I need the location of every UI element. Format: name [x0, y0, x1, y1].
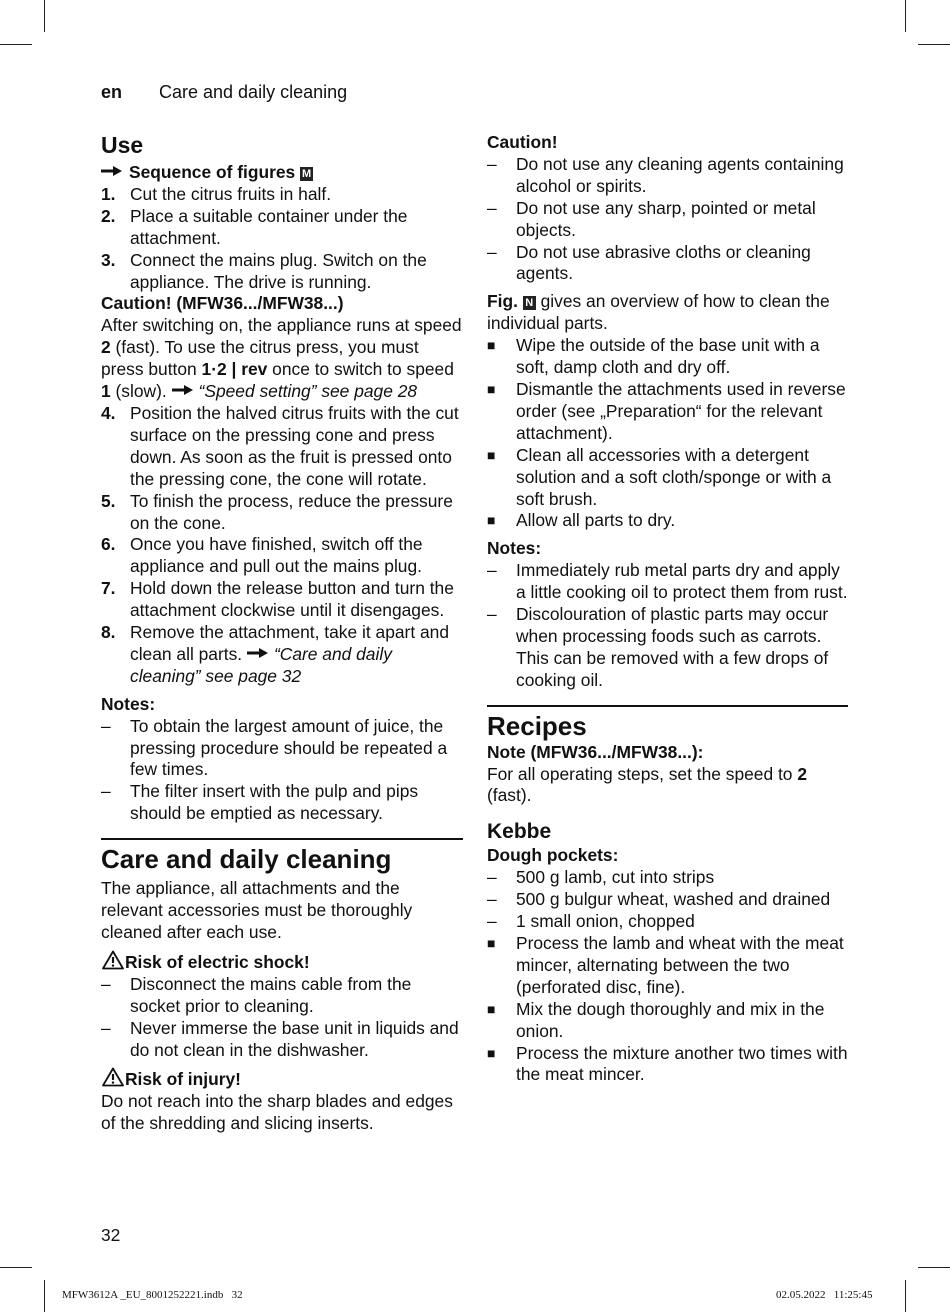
list-number: 5. — [101, 490, 116, 511]
list-number: 4. — [101, 402, 116, 423]
list-text: Cut the citrus fruits in half. — [130, 183, 332, 204]
kebbe-heading: Kebbe — [487, 820, 552, 844]
list-item — [487, 911, 848, 933]
list-item — [487, 889, 848, 911]
list-text: Do not use any sharp, pointed or metal objects. — [516, 197, 816, 240]
list-marker: – — [101, 973, 111, 994]
list-number: 1. — [101, 183, 116, 204]
list-text: To obtain the largest amount of juice, the pressing procedure should be repeated a few times. — [130, 715, 448, 780]
list-item — [101, 206, 463, 250]
arrow-right-icon — [247, 647, 269, 659]
list-marker: ■ — [487, 935, 496, 951]
crop-mark — [918, 44, 950, 45]
caution-title: Caution! — [487, 132, 558, 152]
cleaning-steps-list — [487, 335, 848, 532]
list-text: Allow all parts to dry. — [516, 510, 676, 531]
list-marker: – — [487, 604, 497, 625]
speed-button-label: 1·2 | rev — [201, 359, 268, 380]
list-item: 8. Remove the attachment, take it apart and clean all parts. “Care and daily cleaning” see page 32 — [101, 622, 450, 686]
list-marker: – — [101, 715, 111, 736]
list-text: Do not use abrasive cloths or cleaning agents. — [516, 241, 811, 284]
header-title: Care and daily cleaning — [159, 82, 348, 102]
list-item — [487, 999, 848, 1043]
dough-title: Dough pockets: — [487, 845, 619, 866]
list-item — [101, 534, 463, 578]
recipes-heading: Recipes — [487, 710, 587, 741]
list-item — [487, 560, 848, 604]
sequence-label: Sequence of figures — [129, 162, 296, 182]
list-text: 1 small onion, chopped — [516, 911, 695, 932]
crop-mark — [905, 0, 906, 32]
list-text: The filter insert with the pulp and pips should be emptied as necessary. — [130, 781, 419, 824]
care-heading: Care and daily cleaning — [101, 844, 392, 875]
sequence-line — [101, 162, 463, 184]
list-marker: – — [487, 911, 497, 932]
left-column — [101, 130, 463, 1135]
caution-title: Caution! (MFW36.../MFW38...) — [101, 293, 344, 314]
list-marker: – — [487, 197, 497, 218]
warning-icon — [101, 950, 125, 970]
list-text: Clean all accessories with a detergent solution and a soft cloth/sponge or with a soft brush. — [516, 444, 832, 509]
language-code: en — [101, 82, 123, 102]
cross-reference: “Speed setting” see page 28 — [198, 381, 418, 402]
list-text: 500 g lamb, cut into strips — [516, 867, 715, 888]
notes-list — [487, 560, 848, 691]
recipe-steps-list — [487, 933, 848, 1086]
cross-reference: “Care and daily cleaning” see page 32 — [130, 643, 392, 686]
figure-overview: Fig. N gives an overview of how to clean the individual parts. — [487, 291, 830, 334]
list-text: Disconnect the mains cable from the socket prior to cleaning. — [130, 973, 412, 1016]
crop-mark — [44, 0, 45, 32]
list-text: Process the lamb and wheat with the meat mincer, alternating between the two (perforated disc, fine). — [516, 933, 844, 997]
list-text: Process the mixture another two times with the meat mincer. — [516, 1042, 848, 1085]
list-text: Dismantle the attachments used in reverse order (see „Preparation“ for the relevant attachment). — [516, 378, 846, 443]
list-item — [487, 867, 848, 889]
list-text: Position the halved citrus fruits with the cut surface on the pressing cone and press down. As soon as the fruit is pressed onto the pressing cone, the cone will rotate. — [130, 402, 459, 489]
injury-warning-title: Risk of injury! — [101, 1067, 463, 1091]
list-item — [101, 716, 463, 782]
notes-list — [101, 716, 463, 826]
list-marker: – — [487, 560, 497, 581]
list-item — [487, 604, 848, 692]
list-text: To finish the process, reduce the pressure on the cone. — [130, 490, 453, 533]
list-item — [487, 1043, 848, 1087]
section-divider — [487, 705, 848, 707]
list-text: Discolouration of plastic parts may occur when processing foods such as carrots. This can be removed with a few drops of cooking oil. — [516, 604, 829, 690]
list-item — [487, 445, 848, 511]
list-item — [487, 335, 848, 379]
list-marker: – — [487, 889, 497, 910]
list-text: Never immerse the base unit in liquids and do not clean in the dishwasher. — [130, 1017, 459, 1060]
running-header — [101, 82, 347, 103]
list-item — [101, 578, 463, 622]
list-text: Mix the dough thoroughly and mix in the onion. — [516, 998, 825, 1041]
notes-title: Notes: — [101, 693, 156, 714]
footer-date: 02.05.2022 11:25:45 — [776, 1289, 873, 1301]
list-text: Once you have finished, switch off the appliance and pull out the mains plug. — [130, 534, 423, 577]
steps-list — [101, 184, 463, 294]
list-item — [487, 510, 848, 532]
figure-n-icon: N — [523, 296, 536, 310]
list-marker: – — [101, 1017, 111, 1038]
footer-file: MFW3612A _EU_8001252221.indb 32 — [62, 1289, 243, 1301]
list-number: 7. — [101, 578, 116, 599]
figure-m-icon: M — [301, 168, 312, 180]
list-marker: ■ — [487, 380, 496, 397]
list-marker: – — [487, 241, 497, 262]
list-item — [487, 933, 848, 999]
list-item — [101, 974, 463, 1018]
list-marker: – — [487, 153, 497, 174]
list-item — [101, 1018, 463, 1062]
list-text: Hold down the release button and turn the attachment clockwise until it disengages. — [130, 578, 454, 621]
section-divider — [101, 838, 463, 840]
list-text: Immediately rub metal parts dry and apply a little cooking oil to protect them from rust. — [516, 560, 848, 603]
list-marker: – — [101, 781, 111, 802]
list-item — [487, 379, 848, 445]
page-number: 32 — [101, 1225, 121, 1245]
list-text: Place a suitable container under the attachment. — [130, 205, 408, 248]
list-marker: – — [487, 867, 497, 888]
recipes-note-title: Note (MFW36.../MFW38...): — [487, 741, 704, 762]
list-marker: ■ — [487, 446, 496, 463]
right-column — [487, 130, 848, 1086]
list-marker: ■ — [487, 1044, 496, 1061]
list-number: 3. — [101, 249, 116, 270]
crop-mark — [905, 1280, 906, 1312]
list-text: Connect the mains plug. Switch on the appliance. The drive is running. — [130, 249, 427, 292]
list-number: 6. — [101, 534, 116, 555]
list-item — [487, 198, 848, 242]
notes-title: Notes: — [487, 538, 542, 559]
list-marker: ■ — [487, 337, 496, 354]
list-number: 2. — [101, 205, 116, 226]
list-text: 500 g bulgur wheat, washed and drained — [516, 889, 831, 910]
care-intro: The appliance, all attachments and the relevant accessories must be thoroughly cleaned after each use. — [101, 878, 413, 942]
list-item — [101, 491, 463, 535]
warning-icon — [101, 1067, 125, 1087]
list-item — [487, 242, 848, 286]
crop-mark — [0, 44, 32, 45]
list-text: Wipe the outside of the base unit with a soft, damp cloth and dry off. — [516, 335, 820, 378]
list-item — [487, 154, 848, 198]
list-item — [101, 403, 463, 491]
recipes-note-text: For all operating steps, set the speed to 2 (fast). — [487, 763, 807, 806]
list-item — [101, 781, 463, 825]
shock-warning-title: Risk of electric shock! — [101, 950, 463, 974]
arrow-right-icon — [172, 384, 194, 396]
crop-mark — [0, 1267, 32, 1268]
use-heading: Use — [101, 132, 144, 158]
crop-mark — [44, 1280, 45, 1312]
list-item — [101, 184, 463, 206]
list-item — [101, 250, 463, 294]
list-text: Do not use any cleaning agents containing alcohol or spirits. — [516, 153, 844, 196]
list-marker: ■ — [487, 1000, 496, 1017]
crop-mark — [918, 1267, 950, 1268]
arrow-right-icon — [101, 165, 123, 177]
ingredient-list — [487, 867, 848, 933]
caution-text: After switching on, the appliance runs at speed 2 (fast). To use the citrus press, you must press button 1·2 | rev once to switch to speed 1 (slow). “Speed setting” see page 28 — [101, 315, 462, 402]
list-marker: ■ — [487, 512, 496, 529]
shock-list — [101, 974, 463, 1062]
caution-list — [487, 154, 848, 285]
injury-text: Do not reach into the sharp blades and edges of the shredding and slicing inserts. — [101, 1091, 453, 1134]
steps-list — [101, 403, 463, 622]
